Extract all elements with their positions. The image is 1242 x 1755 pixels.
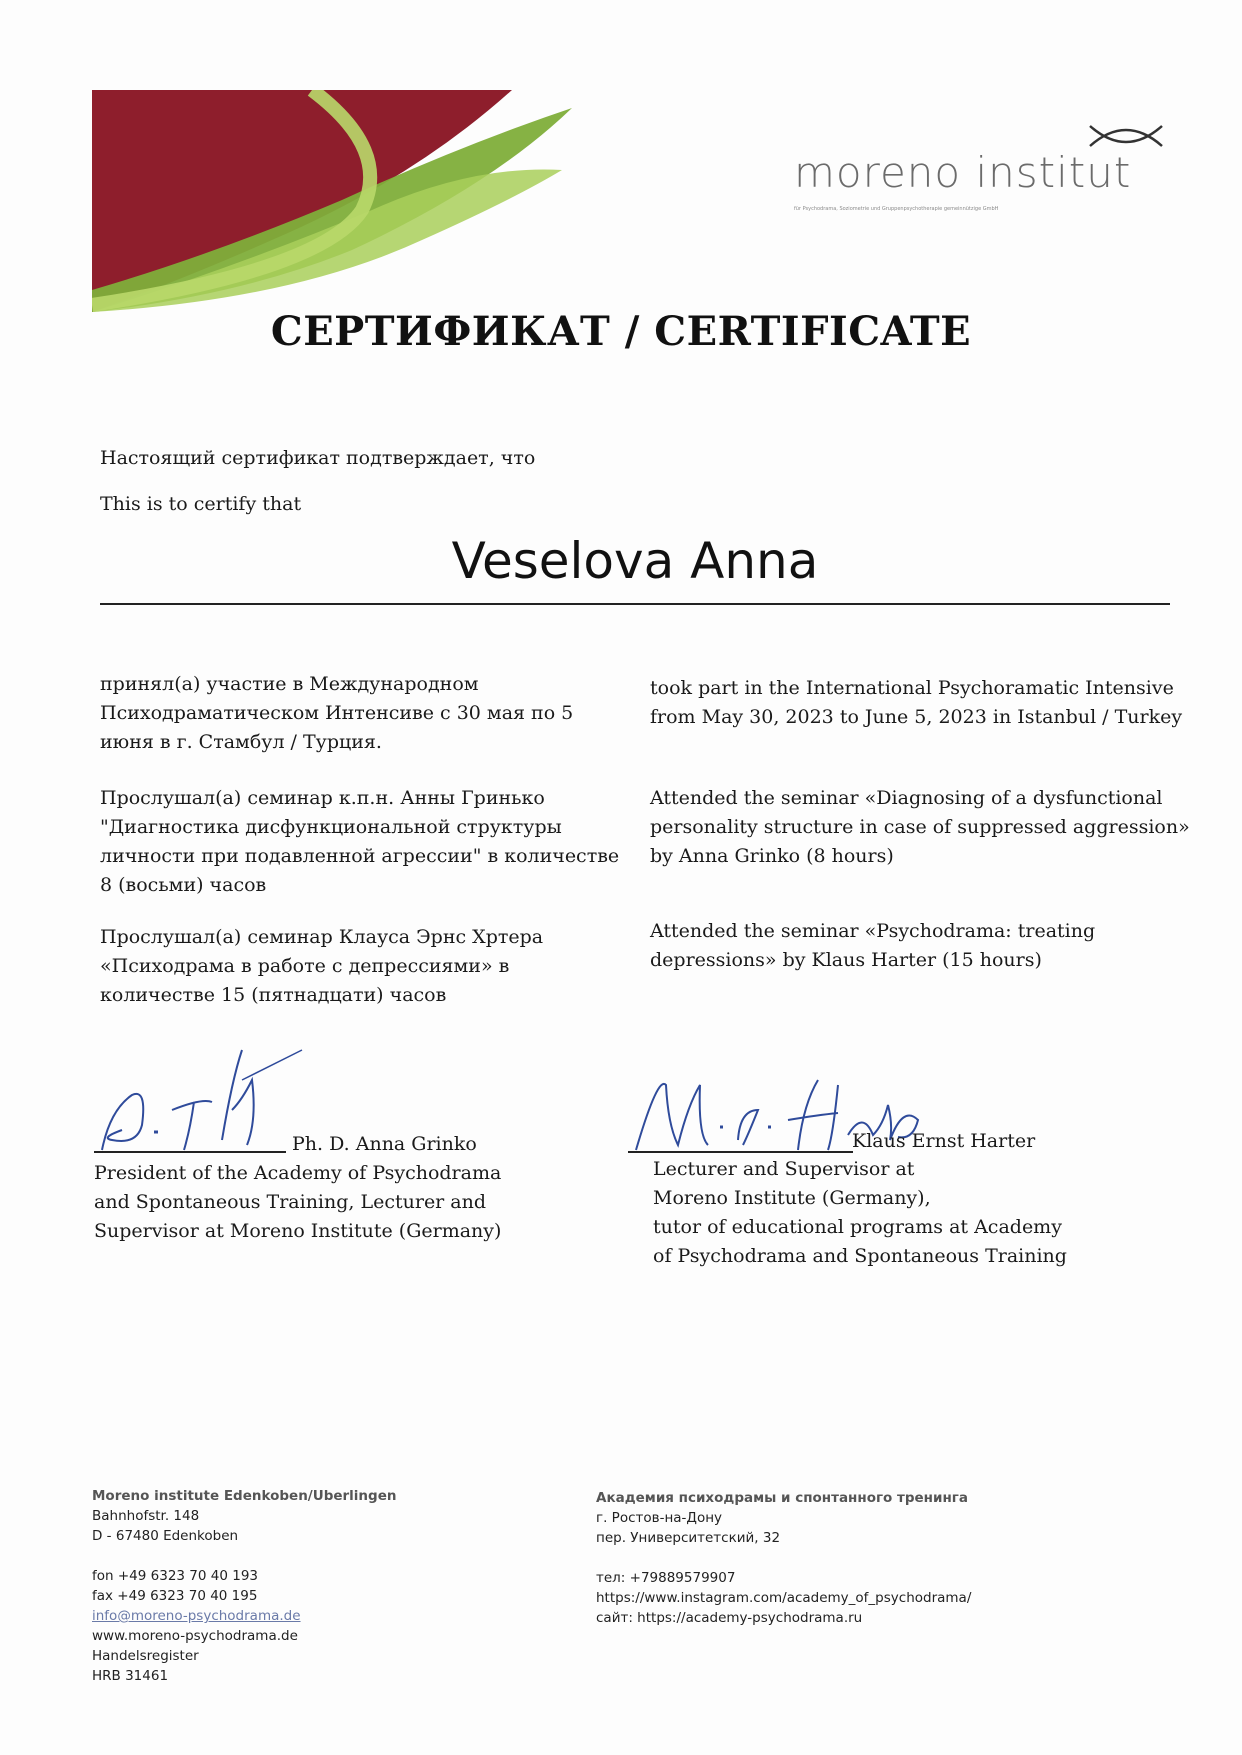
signature-grinko — [92, 1040, 312, 1160]
footer-academy-heading: Академия психодрамы и спонтанного тренинга — [596, 1490, 968, 1506]
footer-moreno-phone: fon +49 6323 70 40 193 — [92, 1568, 258, 1584]
footer-moreno-web[interactable]: www.moreno-psychodrama.de — [92, 1628, 298, 1644]
footer-academy-street: пер. Университетский, 32 — [596, 1530, 781, 1546]
certificate-title: СЕРТИФИКАТ / CERTIFICATE — [270, 308, 972, 355]
signer-harter-title-3: tutor of educational programs at Academy — [653, 1216, 1062, 1238]
footer-academy-phone: тел: +79889579907 — [596, 1570, 736, 1586]
footer-moreno-city: D - 67480 Edenkoben — [92, 1528, 239, 1544]
footer-academy-city: г. Ростов-на-Дону — [596, 1510, 723, 1526]
brand-subtitle: für Psychodrama, Soziometrie und Gruppenpsychotherapie gemeinnützige GmbH — [794, 206, 999, 212]
footer-academy-site[interactable]: сайт: https://academy-psychodrama.ru — [596, 1610, 863, 1626]
footer-academy-instagram[interactable]: https://www.instagram.com/academy_of_psychodrama/ — [596, 1590, 972, 1606]
signer-harter-title-4: of Psychodrama and Spontaneous Training — [653, 1245, 1067, 1267]
footer-moreno-street: Bahnhofstr. 148 — [92, 1508, 200, 1524]
ru-seminar-harter: Прослушал(а) семинар Клауса Эрнс Хртера «Психодрама в работе с депрессиями» в количестве 15 (пятнадцати) часов — [100, 926, 544, 1006]
footer-moreno-register: Handelsregister — [92, 1648, 199, 1664]
footer-moreno-hrb: HRB 31461 — [92, 1668, 169, 1684]
signer-harter-name: Klaus Ernst Harter — [852, 1130, 1036, 1152]
signature-line-harter — [628, 1151, 853, 1153]
signer-harter-title-2: Moreno Institute (Germany), — [653, 1187, 931, 1209]
academy-logo-art — [92, 90, 592, 312]
en-seminar-harter: Attended the seminar «Psychodrama: treating depressions» by Klaus Harter (15 hours) — [650, 920, 1096, 971]
signer-grinko-name: Ph. D. Anna Grinko — [292, 1133, 477, 1155]
brand-name: moreno institut — [794, 148, 1132, 197]
footer-moreno-email[interactable]: info@moreno-psychodrama.de — [92, 1608, 301, 1624]
signature-line-grinko — [94, 1151, 286, 1153]
ru-seminar-grinko: Прослушал(а) семинар к.п.н. Анны Гринько "Диагностика дисфункциональной структуры личности при подавленной агрессии" в количестве 8 (восьми) часов — [100, 787, 620, 896]
intro-en: This is to certify that — [100, 493, 302, 515]
ru-participation: принял(а) участие в Международном Психодраматическом Интенсиве с 30 мая по 5 июня в г. Стамбул / Турция. — [100, 673, 574, 753]
footer-moreno-heading: Moreno institute Edenkoben/Uberlingen — [92, 1488, 397, 1504]
signer-harter-title-1: Lecturer and Supervisor at — [653, 1158, 915, 1180]
signer-grinko-title: President of the Academy of Psychodrama and Spontaneous Training, Lecturer and Supervisor at Moreno Institute (Germany) — [94, 1162, 502, 1242]
en-participation: took part in the International Psychoramatic Intensive from May 30, 2023 to June 5, 2023 in Istanbul / Turkey — [650, 677, 1183, 728]
intro-ru: Настоящий сертификат подтверждает, что — [100, 447, 536, 469]
moreno-brand — [780, 118, 1170, 218]
footer-academy — [596, 1488, 1156, 1628]
recipient-name: Veselova Anna — [451, 532, 819, 590]
footer-moreno-fax: fax +49 6323 70 40 195 — [92, 1588, 258, 1604]
name-underline — [100, 603, 1170, 605]
signer-harter-title — [653, 1155, 1193, 1271]
en-seminar-grinko: Attended the seminar «Diagnosing of a dysfunctional personality structure in case of suppressed aggression» by Anna Grinko (8 hours) — [650, 787, 1190, 867]
footer-moreno — [92, 1486, 512, 1686]
